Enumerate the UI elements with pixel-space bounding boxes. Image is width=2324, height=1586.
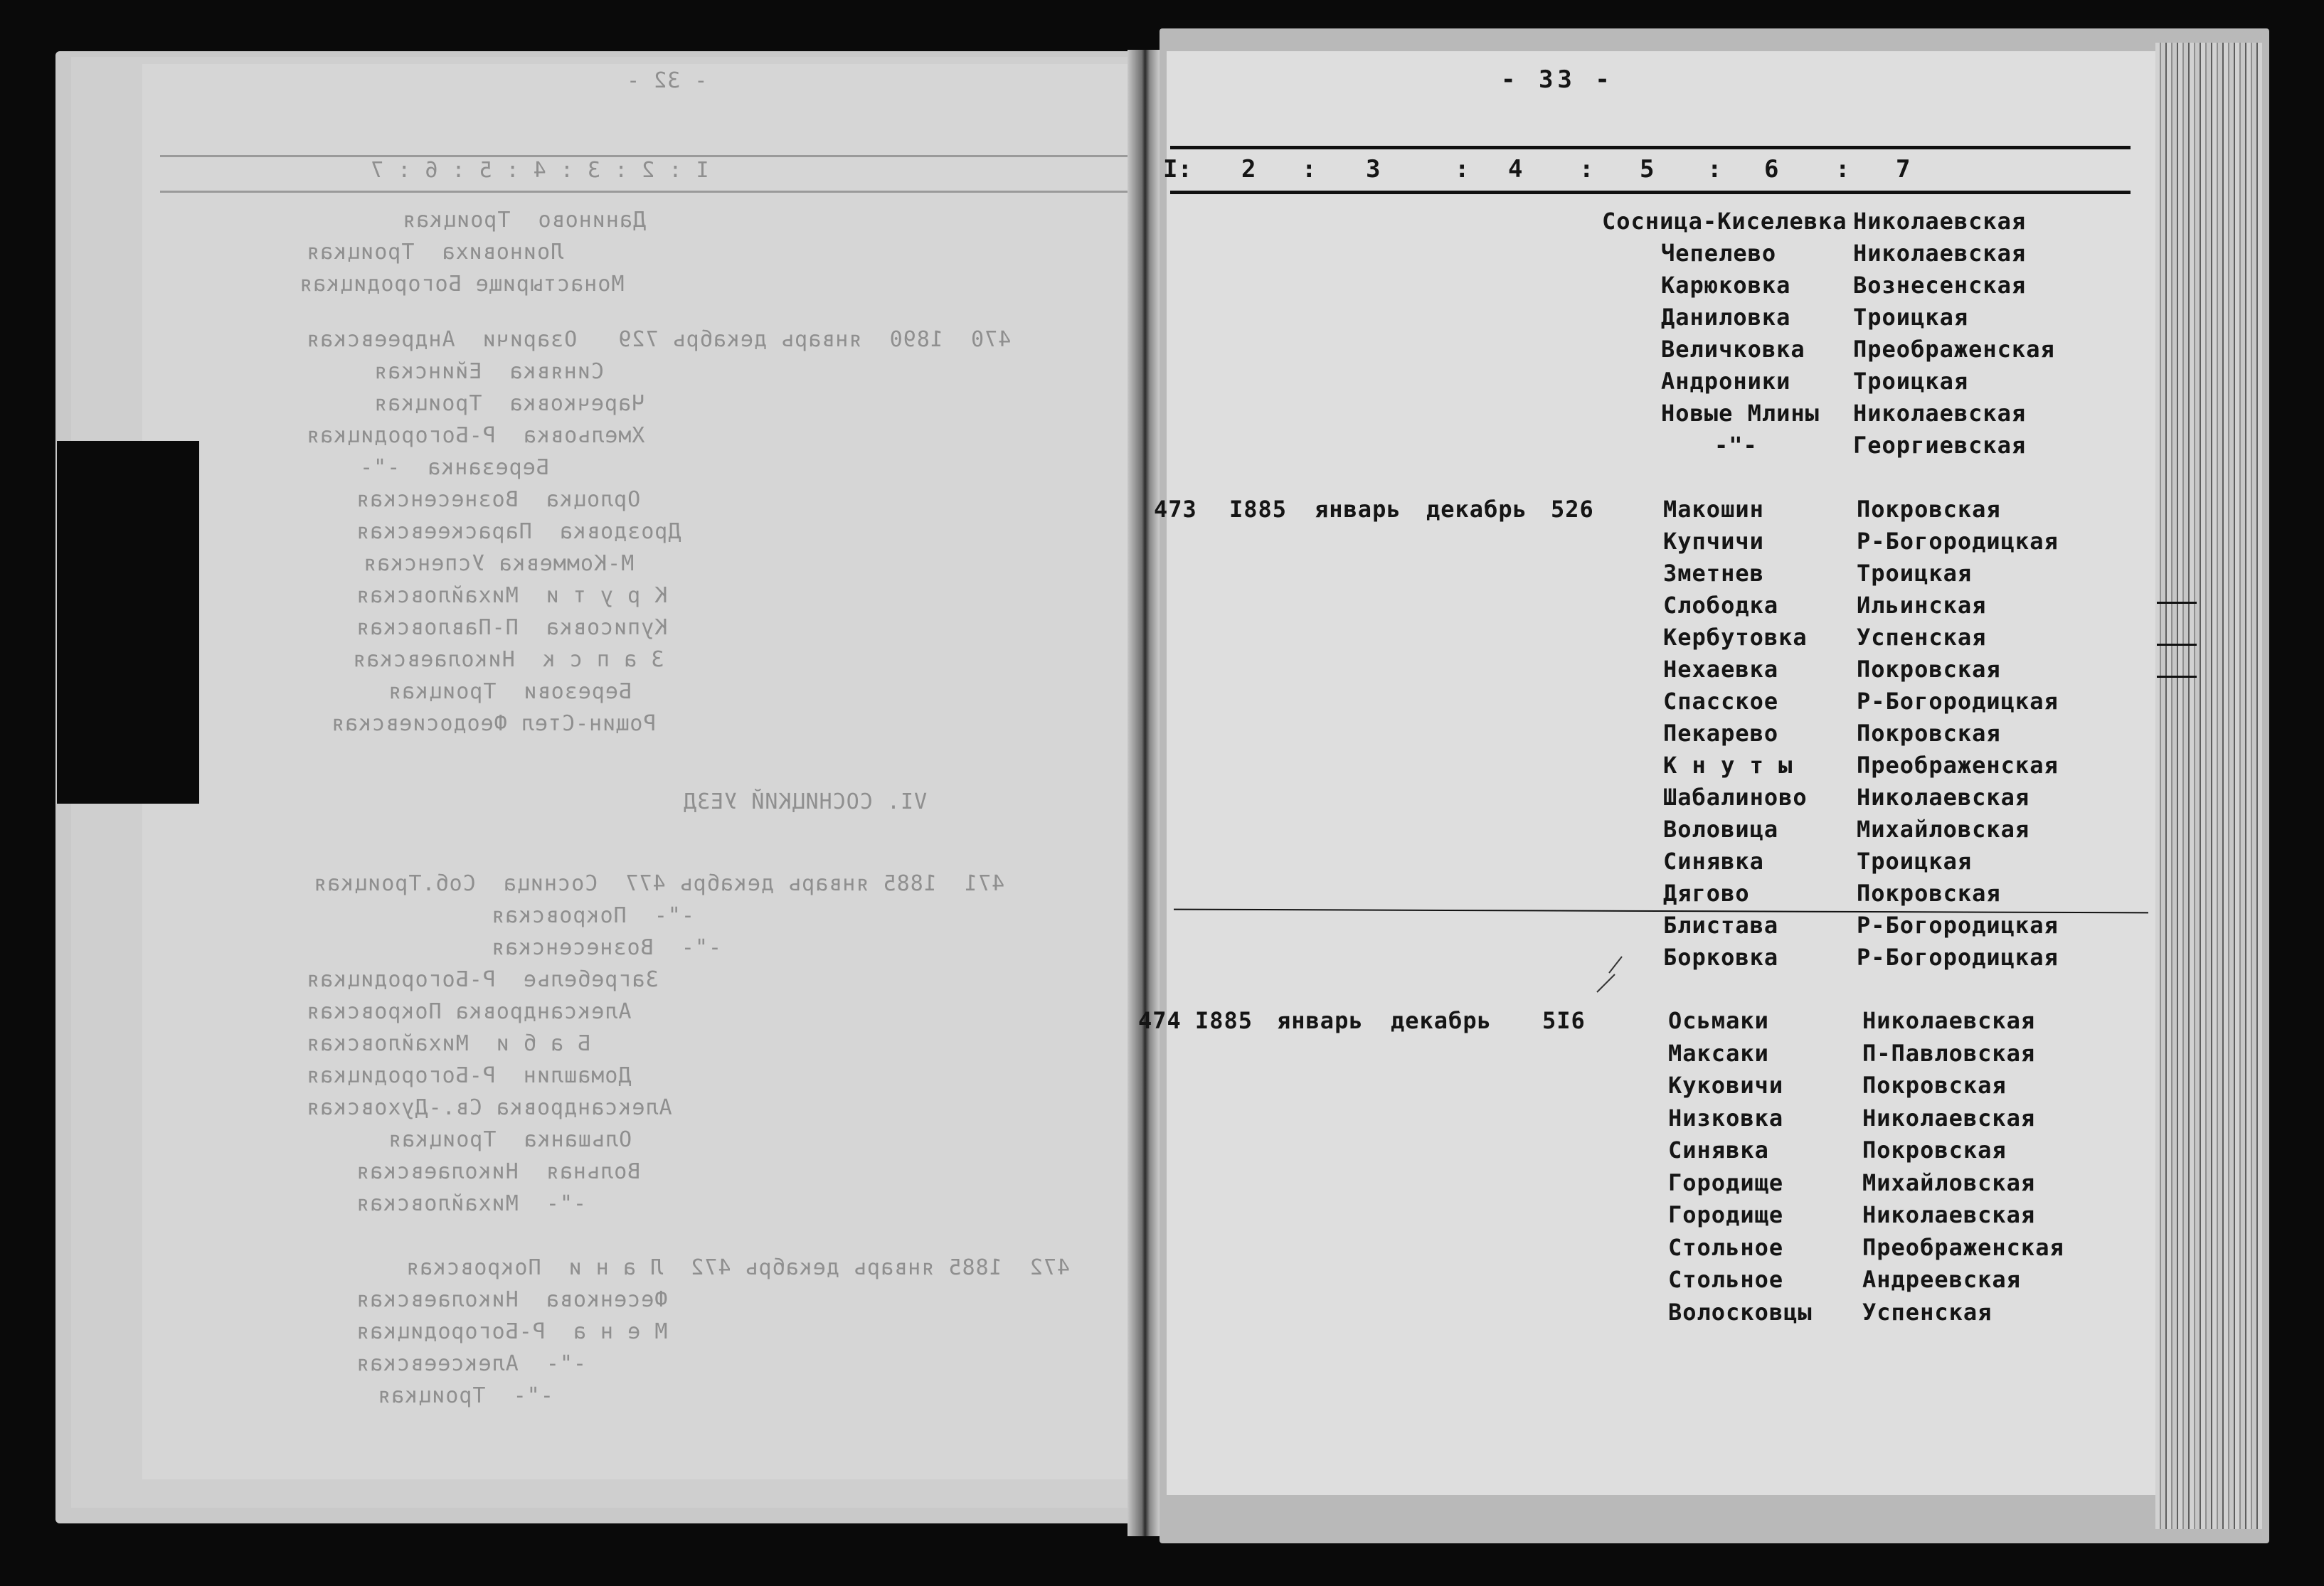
church-name: Троицкая bbox=[1857, 560, 1973, 587]
entry-473-count: 526 bbox=[1551, 496, 1594, 523]
entry-473-to: декабрь bbox=[1426, 496, 1527, 523]
pencil-mark bbox=[1593, 953, 1636, 996]
village-name: Слободка bbox=[1663, 592, 1779, 619]
margin-tick bbox=[2157, 602, 2197, 604]
left-page-line: Монастырище Богородицкая bbox=[299, 272, 625, 297]
page-edges bbox=[2155, 43, 2262, 1529]
left-page-line: Березови Троицкая bbox=[388, 679, 632, 704]
church-name: Покровская bbox=[1862, 1072, 2007, 1099]
village-name: Блистава bbox=[1663, 912, 1779, 939]
church-name: Преображенская bbox=[1853, 336, 2055, 363]
column-header: 5 bbox=[1640, 155, 1655, 183]
left-page-line: -"- Алексеевская bbox=[356, 1351, 587, 1376]
left-page-line: Александровка Покровская bbox=[306, 999, 632, 1024]
entry-474-count: 5I6 bbox=[1542, 1007, 1586, 1034]
left-page-line: М-Коммевка Успенская bbox=[363, 551, 635, 576]
left-page-line: З а п с к Николаевская bbox=[352, 647, 664, 672]
entry-474-from: январь bbox=[1277, 1007, 1364, 1034]
left-page-line: -"- Михайловская bbox=[356, 1191, 587, 1216]
book-gutter bbox=[1127, 50, 1160, 1536]
village-name: Кербутовка bbox=[1663, 624, 1808, 651]
left-page-line: 471 1885 январь декабрь 477 Сосница Соб.Троицкая bbox=[313, 871, 1005, 896]
column-header: I: bbox=[1163, 155, 1192, 183]
column-header: : bbox=[1455, 155, 1470, 183]
church-name: Покровская bbox=[1857, 496, 2001, 523]
header-rule-top bbox=[1170, 146, 2131, 149]
page-number: - 33 - bbox=[1501, 65, 1614, 94]
margin-tick bbox=[2157, 676, 2197, 678]
left-page-line: -"- Троицкая bbox=[377, 1383, 553, 1408]
left-page-line: Загребелье Р-Богородицкая bbox=[306, 967, 659, 992]
binder-clip bbox=[57, 441, 199, 804]
village-name: Сосница-Киселевка bbox=[1602, 208, 1847, 235]
village-name: Пекарево bbox=[1663, 720, 1779, 747]
margin-tick bbox=[2157, 644, 2197, 646]
left-page-line: Домашлин Р-Богородицкая bbox=[306, 1063, 632, 1088]
left-page-line: Синявка Ейинская bbox=[373, 359, 605, 384]
village-name: Низковка bbox=[1668, 1104, 1784, 1132]
church-name: Р-Богородицкая bbox=[1857, 912, 2059, 939]
church-name: Р-Богородицкая bbox=[1857, 688, 2059, 715]
left-page-line: -"- Покровская bbox=[491, 903, 694, 928]
village-name: -"- bbox=[1714, 432, 1758, 459]
church-name: Николаевская bbox=[1853, 400, 2027, 427]
left-page-line: Дроздовка Параскеевская bbox=[356, 519, 681, 544]
left-page-line: Б а б и Михайловская bbox=[306, 1031, 591, 1056]
left-page-line: Чаречковка Троицкая bbox=[373, 391, 645, 416]
church-name: Ильинская bbox=[1857, 592, 1987, 619]
entry-473-year: I885 bbox=[1229, 496, 1288, 523]
village-name: Куковичи bbox=[1668, 1072, 1784, 1099]
village-name: Чепелево bbox=[1661, 240, 1777, 267]
church-name: Троицкая bbox=[1853, 304, 1969, 331]
village-name: Максаки bbox=[1668, 1039, 1769, 1067]
church-name: Николаевская bbox=[1853, 208, 2027, 235]
column-header: : bbox=[1302, 155, 1317, 183]
column-header: 7 bbox=[1896, 155, 1911, 183]
column-header: 4 bbox=[1508, 155, 1523, 183]
left-header-rule-top bbox=[160, 155, 1127, 157]
village-name: Спасское bbox=[1663, 688, 1779, 715]
village-name: Даниловка bbox=[1661, 304, 1791, 331]
column-header: : bbox=[1835, 155, 1850, 183]
village-name: Новые Млины bbox=[1661, 400, 1820, 427]
church-name: Николаевская bbox=[1862, 1201, 2036, 1228]
entry-474-year: I885 bbox=[1195, 1007, 1253, 1034]
village-name: Воловица bbox=[1663, 816, 1779, 843]
church-name: Покровская bbox=[1857, 880, 2001, 907]
church-name: Р-Богородицкая bbox=[1857, 528, 2059, 555]
church-name: Михайловская bbox=[1857, 816, 2030, 843]
church-name: Преображенская bbox=[1857, 752, 2059, 779]
left-page-line: -"- Вознесенская bbox=[491, 935, 722, 960]
church-name: Николаевская bbox=[1862, 1104, 2036, 1132]
left-page-line: Березанка -"- bbox=[359, 455, 549, 480]
entry-473-number: 473 bbox=[1154, 496, 1197, 523]
left-page-line: 472 1885 январь декабрь 472 Л а н и Покровская bbox=[405, 1255, 1071, 1280]
village-name: Зметнев bbox=[1663, 560, 1764, 587]
church-name: Троицкая bbox=[1853, 368, 1969, 395]
village-name: Волосковцы bbox=[1668, 1298, 1813, 1326]
left-page-line: Ольшанка Троицкая bbox=[388, 1127, 632, 1152]
left-page-line: Фесенкова Николаевская bbox=[356, 1287, 668, 1312]
village-name: Нехаевка bbox=[1663, 656, 1779, 683]
church-name: Успенская bbox=[1857, 624, 1987, 651]
village-name: Городище bbox=[1668, 1201, 1784, 1228]
church-name: Николаевская bbox=[1862, 1007, 2036, 1034]
left-page-line: VI. СОСНИЦКИЙ УЕЗД bbox=[683, 789, 928, 814]
left-page-line: Хмельовка Р-Богородицкая bbox=[306, 423, 645, 448]
entry-474-number: 474 bbox=[1138, 1007, 1182, 1034]
village-name: Дягово bbox=[1663, 880, 1750, 907]
church-name: Михайловская bbox=[1862, 1169, 2036, 1196]
left-page-number: - 32 - bbox=[626, 68, 708, 93]
church-name: Георгиевская bbox=[1853, 432, 2027, 459]
village-name: Городище bbox=[1668, 1169, 1784, 1196]
church-name: П-Павловская bbox=[1862, 1039, 2036, 1067]
left-column-headers: I : 2 : 3 : 4 : 5 : 6 : 7 bbox=[370, 158, 709, 183]
left-page-line: Орлоцка Вознесенская bbox=[356, 487, 641, 512]
left-page-line: 470 1890 январь декабрь 729 Озаричи Андреевская bbox=[306, 327, 1012, 352]
column-header: 3 bbox=[1366, 155, 1381, 183]
village-name: Величковка bbox=[1661, 336, 1805, 363]
left-page-line: Рощин-Стел Феодосиевская bbox=[331, 711, 657, 736]
church-name: Успенская bbox=[1862, 1298, 1993, 1326]
village-name: Андроники bbox=[1661, 368, 1791, 395]
header-rule-bottom bbox=[1170, 191, 2131, 194]
village-name: Карюковка bbox=[1661, 272, 1791, 299]
column-header: : bbox=[1579, 155, 1594, 183]
church-name: Николаевская bbox=[1853, 240, 2027, 267]
column-header: 2 bbox=[1241, 155, 1256, 183]
column-header: 6 bbox=[1764, 155, 1779, 183]
church-name: Р-Богородицкая bbox=[1857, 944, 2059, 971]
village-name: Макошин bbox=[1663, 496, 1764, 523]
church-name: Вознесенская bbox=[1853, 272, 2027, 299]
church-name: Покровская bbox=[1857, 720, 2001, 747]
left-page-line: Даниново Троицкая bbox=[402, 208, 647, 233]
left-page-line: Куписовка П-Павловская bbox=[356, 615, 668, 640]
church-name: Покровская bbox=[1862, 1137, 2007, 1164]
left-header-rule-bottom bbox=[160, 191, 1127, 193]
village-name: Борковка bbox=[1663, 944, 1779, 971]
left-page-line: Александровка Св.-Духовская bbox=[306, 1095, 672, 1120]
left-page-line: М е н а Р-Богородицкая bbox=[356, 1319, 668, 1344]
column-header: : bbox=[1707, 155, 1722, 183]
church-name: Троицкая bbox=[1857, 848, 1973, 875]
village-name: Осьмаки bbox=[1668, 1007, 1769, 1034]
village-name: Синявка bbox=[1663, 848, 1764, 875]
church-name: Покровская bbox=[1857, 656, 2001, 683]
left-page-line: К р у т и Михайловская bbox=[356, 583, 668, 608]
village-name: Шабалиново bbox=[1663, 784, 1808, 811]
church-name: Николаевская bbox=[1857, 784, 2030, 811]
village-name: Стольное bbox=[1668, 1233, 1784, 1261]
entry-473-from: январь bbox=[1315, 496, 1401, 523]
village-name: Синявка bbox=[1668, 1137, 1769, 1164]
village-name: Купчичи bbox=[1663, 528, 1764, 555]
village-name: Стольное bbox=[1668, 1266, 1784, 1293]
village-name: К н у т ы bbox=[1663, 752, 1793, 779]
left-page-line: Лоиновиха Троицкая bbox=[306, 240, 564, 265]
entry-474-to: декабрь bbox=[1391, 1007, 1492, 1034]
church-name: Андреевская bbox=[1862, 1266, 2021, 1293]
left-page-line: Вольная Николаевская bbox=[356, 1159, 641, 1184]
church-name: Преображенская bbox=[1862, 1233, 2064, 1261]
